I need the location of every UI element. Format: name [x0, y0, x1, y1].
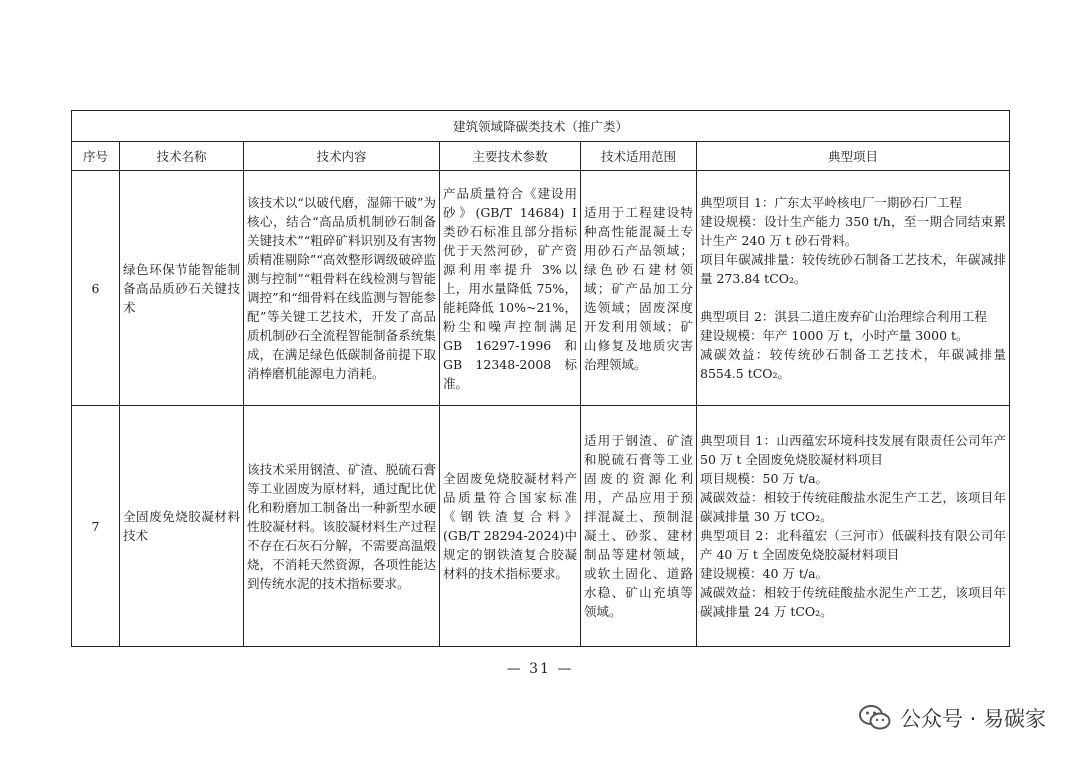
row-index: 6	[72, 171, 120, 406]
row-typical-projects	[697, 171, 1010, 406]
project-line: 项目年碳减排量：较传统砂石制备工艺技术，年碳减排量 273.84 tCO₂。	[700, 252, 1007, 286]
project-line: 减碳效益：较传统砂石制备工艺技术，年碳减排量 8554.5 tCO₂。	[700, 347, 1007, 381]
project-line: 典型项目 1：山西蕴宏环境科技发展有限责任公司年产 50 万 t 全固废免烧胶凝材料项目	[700, 433, 1007, 467]
project-line: 减碳效益：相较于传统硅酸盐水泥生产工艺，该项目年碳减排量 30 万 tCO₂。	[700, 490, 1007, 524]
header-scope: 技术适用范围	[581, 142, 697, 171]
table-header-row	[72, 142, 1010, 171]
row-tech-content: 该技术采用钢渣、矿渣、脱硫石膏等工业固废为原材料，通过配比优化和粉磨加工制备出一种新型水硬性胶凝材料。该胶凝材料生产过程不存在石灰石分解，不需要高温煅烧，不消耗天然资源，各项性能达到传统水泥的技术指标要求。	[244, 406, 440, 647]
row-tech-name: 全固废免烧胶凝材料技术	[120, 406, 244, 647]
project-line: 建设规模：年产 1000 万 t，小时产量 3000 t。	[700, 328, 969, 343]
header-name: 技术名称	[120, 142, 244, 171]
project-line: 减碳效益：相较于传统硅酸盐水泥生产工艺，该项目年碳减排量 24 万 tCO₂。	[700, 585, 1007, 619]
table-title: 建筑领域降碳类技术（推广类）	[72, 111, 1010, 142]
row-tech-content: 该技术以“以破代磨，湿筛干破”为核心，结合“高品质机制砂石制备关键技术”“粗碎矿料识别及有害物质精准剔除”“高效整形调级破碎监测与控制”“粗骨料在线检测与智能调控”和“细骨料在线监测与智能参配”等关键工艺技术，开发了高品质机制砂石全流程智能制备系统集成，在满足绿色低碳制备前提下取消棒磨机能源电力消耗。	[244, 171, 440, 406]
project-line: 典型项目 1：广东太平岭核电厂一期砂石厂工程	[700, 195, 962, 210]
project-line: 典型项目 2：淇县二道庄废弃矿山治理综合利用工程	[700, 309, 987, 324]
project-line: 典型项目 2：北科蕴宏（三河市）低碳科技有限公司年产 40 万 t 全固废免烧胶凝材料项目	[700, 528, 1007, 562]
header-index: 序号	[72, 142, 120, 171]
row-tech-params: 全固废免烧胶凝材料产品质量符合国家标准《钢铁渣复合料》(GB/T 28294-2024)中规定的钢铁渣复合胶凝材料的技术指标要求。	[440, 406, 581, 647]
page-number: — 31 —	[506, 661, 574, 677]
technology-table	[71, 110, 1010, 647]
watermark	[858, 703, 1046, 733]
header-projects: 典型项目	[697, 142, 1010, 171]
row-typical-projects	[697, 406, 1010, 647]
row-tech-scope: 适用于钢渣、矿渣和脱硫石膏等工业固废的资源化利用，产品应用于预拌混凝土、预制混凝土、砂浆、建材制品等建材领域，或软土固化、道路水稳、矿山充填等领域。	[581, 406, 697, 647]
header-content: 技术内容	[244, 142, 440, 171]
project-line: 项目规模：50 万 t/a。	[700, 471, 829, 486]
header-params: 主要技术参数	[440, 142, 581, 171]
table-row	[72, 406, 1010, 647]
project-line: 建设规模：40 万 t/a。	[700, 566, 829, 581]
project-line: 建设规模：设计生产能力 350 t/h，至一期合同结束累计生产 240 万 t 砂石骨料。	[700, 214, 1007, 248]
row-tech-name: 绿色环保节能智能制备高品质砂石关键技术	[120, 171, 244, 406]
watermark-text: 公众号 · 易碳家	[899, 707, 1046, 731]
project-gap	[700, 288, 1006, 307]
wechat-icon	[858, 703, 892, 733]
row-tech-scope: 适用于工程建设特种高性能混凝土专用砂石产品领域；绿色砂石建材领域；矿产品加工分选领域；固废深度开发利用领域；矿山修复及地质灾害治理领域。	[581, 171, 697, 406]
table-row	[72, 171, 1010, 406]
row-index: 7	[72, 406, 120, 647]
row-tech-params: 产品质量符合《建设用砂》(GB/T 14684) I 类砂石标准且部分指标优于天然河砂，矿产资源利用率提升 3%以上，用水量降低 75%，能耗降低 10%~21%，粉尘和噪声控制满足 GB 16297-1996 和 GB 12348-2008 标准。	[440, 171, 581, 406]
table-title-row	[72, 111, 1010, 142]
